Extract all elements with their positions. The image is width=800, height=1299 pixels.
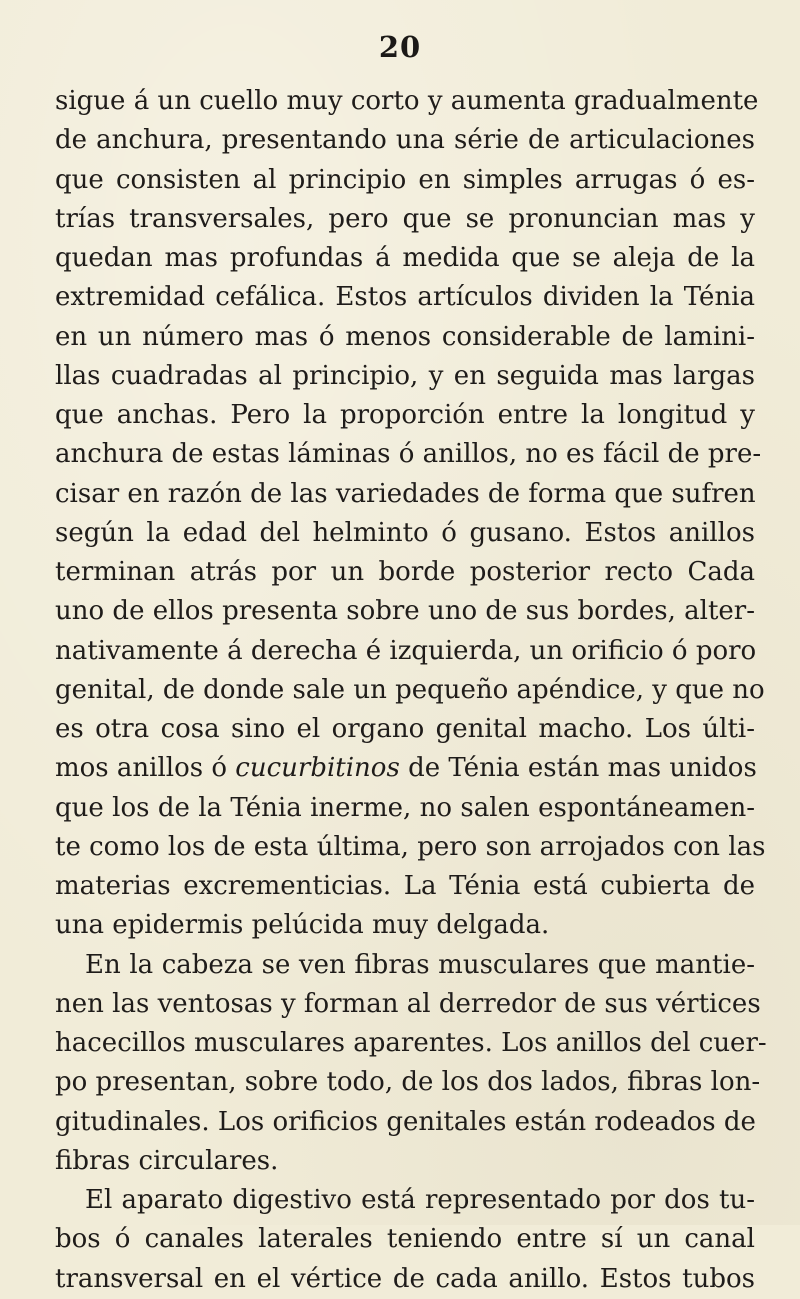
text-line: uno de ellos presenta sobre uno de sus bordes, alter- (55, 596, 755, 627)
text-line: en un número mas ó menos considerable de lamini- (55, 321, 755, 352)
text-line: trías transversales, pero que se pronuncian mas y (55, 203, 755, 234)
text-line: El aparato digestivo está representado por dos tu- (85, 1185, 755, 1215)
text-line: es otra cosa sino el organo genital macho. Los últi- (55, 714, 755, 744)
text-line: gitudinales. Los orificios genitales están rodeados de (55, 1106, 756, 1137)
text-line: quedan mas profundas á medida que se aleja de la (55, 243, 755, 273)
text-line: terminan atrás por un borde posterior recto Cada (55, 557, 755, 587)
text-line: nativamente á derecha é izquierda, un orificio ó poro (55, 635, 757, 666)
text-line: transversal en el vértice de cada anillo. Estos tubos (55, 1263, 755, 1294)
text-line: En la cabeza se ven fibras musculares que mantie- (85, 949, 755, 980)
text-segment: de Ténia están mas unidos (399, 753, 757, 784)
text-line: anchura de estas láminas ó anillos, no es fácil de pre- (55, 439, 762, 470)
page-number: 20 (378, 30, 422, 64)
text-line: que anchas. Pero la proporción entre la longitud y (55, 400, 755, 430)
text-line: bos ó canales laterales teniendo entre sí un canal (55, 1224, 755, 1255)
body-text (55, 82, 767, 1299)
text-line: que consisten al principio en simples arrugas ó es- (55, 164, 755, 195)
text-line: hacecillos musculares aparentes. Los anillos del cuer- (55, 1028, 767, 1058)
text-line: según la edad del helminto ó gusano. Estos anillos (55, 517, 755, 548)
text-line: te como los de esta última, pero son arrojados con las (55, 831, 766, 862)
text-line: llas cuadradas al principio, y en seguida mas largas (55, 360, 755, 391)
text-line: una epidermis pelúcida muy delgada. (55, 910, 550, 941)
text-line: de anchura, presentando una série de articulaciones (55, 125, 755, 156)
text-line (55, 749, 755, 788)
text-line: po presentan, sobre todo, de los dos lados, fibras lon- (55, 1067, 761, 1098)
text-line: fibras circulares. (55, 1145, 279, 1176)
text-segment: mos anillos ó (55, 753, 236, 784)
text-line: extremidad cefálica. Estos artículos dividen la Ténia (55, 282, 755, 313)
italic-term: cucurbitinos (235, 753, 400, 784)
text-line: materias excrementicias. La Ténia está cubierta de (55, 871, 755, 901)
text-line: cisar en razón de las variedades de forma que sufren (55, 478, 756, 509)
text-line: sigue á un cuello muy corto y aumenta gradualmente (55, 86, 759, 116)
text-line: que los de la Ténia inerme, no salen espontáneamen- (55, 792, 755, 823)
text-line: nen las ventosas y forman al derredor de sus vértices (55, 988, 761, 1019)
text-line: genital, de donde sale un pequeño apéndice, y que no (55, 674, 765, 705)
